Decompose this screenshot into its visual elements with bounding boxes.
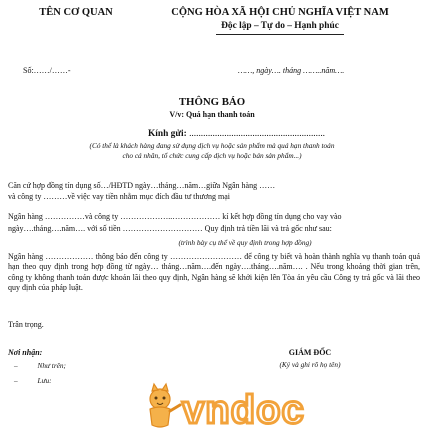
notice-paragraph: Ngân hàng ……………… thông báo đến công ty ……………………… để công ty biết và hoàn thành nghĩa vụ thanh toán quá hạn theo quy định trong hợp đồng từ ngày… tháng…năm….đến ngày….tháng….năm…. . Nếu trong khoảng thời gian trên, công ty không thanh toán được khoản lãi theo quy định, Ngân hàng sẽ khởi kiện lên Tòa án yêu cầu Công ty trả gốc và lãi theo quy định của pháp luật. [8, 252, 420, 293]
basis-line-1: Căn cứ hợp đồng tín dụng số…/HĐTD ngày…tháng…năm…giữa Ngân hàng …… [8, 181, 276, 190]
receiver-item-2: – Lưu: [14, 376, 52, 385]
org-name: TÊN CƠ QUAN [39, 7, 113, 18]
cat-mascot-icon [138, 381, 313, 431]
motto: Độc lập – Tự do – Hạnh phúc [221, 21, 339, 31]
doc-number: Số:……/……- [23, 66, 71, 75]
recipient-label: Kính gửi: [148, 129, 190, 139]
country-name: CỘNG HÒA XÃ HỘI CHỦ NGHĨA VIỆT NAM [171, 7, 389, 18]
recipient-note-line-2: cho cá nhân, tổ chức cung cấp dịch vụ hoặc bán sản phẩm...) [122, 151, 302, 160]
contract-rule-note: (trình bày cụ thể về quy định trong hợp đồng) [178, 238, 312, 247]
closing-text: Trân trọng. [8, 320, 44, 329]
basis-line-2: và công ty ………về việc vay tiền nhằm mục đích đầu tư thương mại [8, 192, 230, 201]
receivers-label: Nơi nhận: [8, 348, 43, 357]
recipient-dots: .......................................................... [189, 129, 325, 139]
motto-underline [216, 34, 344, 35]
recipient-note-line-1: (Có thể là khách hàng đang sử dụng dịch vụ hoặc sản phẩm mà quá hạn thanh toán [89, 141, 335, 150]
document-title: THÔNG BÁO [178, 96, 246, 108]
receiver-item-1: – Như trên; [14, 361, 66, 370]
bank-contract-line-1: Ngân hàng ……………và công ty ………………..……………… kí kết hợp đồng tín dụng cho vay vào [8, 212, 342, 221]
signer-note: (Ký và ghi rõ họ tên) [279, 360, 341, 369]
bank-contract-line-2: ngày….tháng….năm…. với số tiền ………………………… Quy định trả tiền lãi và trả gốc như sau: [8, 224, 332, 233]
bullet-dash: – [14, 376, 18, 385]
watermark-text: vndoc [182, 388, 305, 431]
recipient-line [148, 128, 325, 140]
signer-title: GIÁM ĐỐC [288, 348, 332, 357]
document-subject: V/v: Quá hạn thanh toán [169, 110, 255, 119]
date-line: ……, ngày…. tháng ……..năm…. [238, 66, 345, 75]
vndoc-watermark-logo [138, 381, 313, 436]
bullet-dash: – [14, 361, 18, 370]
